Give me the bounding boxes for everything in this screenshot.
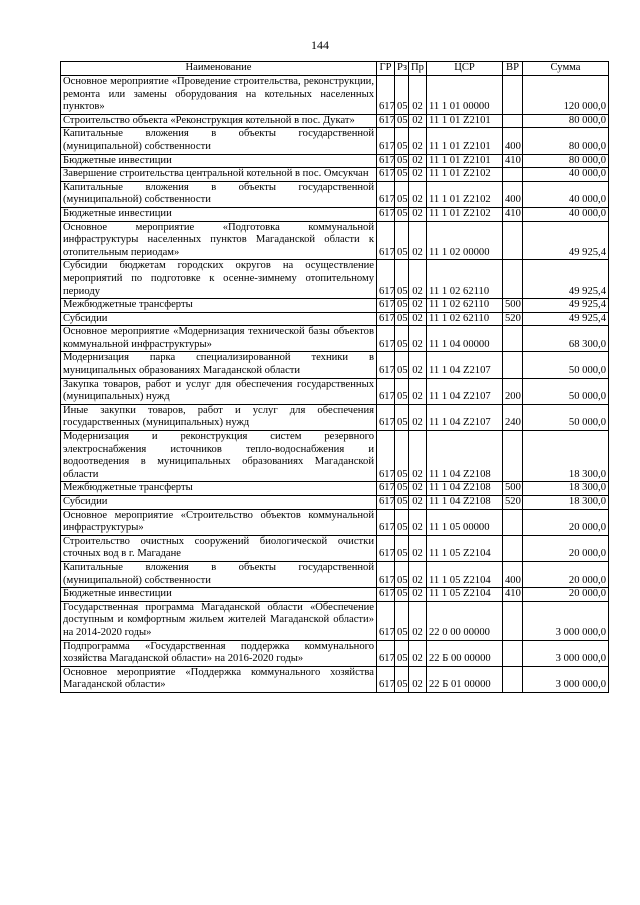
cell-name: Модернизация и реконструкция систем резервного электроснабжения источников тепло-водоснабжения и водоотведения в муниципальных образованиях Магаданской области bbox=[61, 431, 377, 482]
cell-sum: 18 300,0 bbox=[523, 431, 609, 482]
cell-gr: 617 bbox=[377, 588, 395, 602]
header-pr: Пр bbox=[409, 62, 427, 76]
cell-rz: 05 bbox=[395, 312, 409, 326]
cell-csr: 11 1 02 62110 bbox=[427, 299, 503, 313]
cell-sum: 49 925,4 bbox=[523, 299, 609, 313]
cell-rz: 05 bbox=[395, 326, 409, 352]
cell-name: Основное мероприятие «Проведение строительства, реконструкции, ремонта или замены оборудования на котельных населенных пунктов» bbox=[61, 76, 377, 115]
cell-gr: 617 bbox=[377, 640, 395, 666]
cell-name: Основное мероприятие «Поддержка коммунального хозяйства Магаданской области» bbox=[61, 666, 377, 692]
cell-rz: 05 bbox=[395, 299, 409, 313]
cell-vr bbox=[503, 352, 523, 378]
cell-pr: 02 bbox=[409, 260, 427, 299]
table-row bbox=[61, 482, 609, 496]
cell-rz: 05 bbox=[395, 496, 409, 510]
cell-gr: 617 bbox=[377, 76, 395, 115]
cell-rz: 05 bbox=[395, 352, 409, 378]
cell-name: Субсидии bbox=[61, 312, 377, 326]
cell-vr bbox=[503, 535, 523, 561]
cell-name: Завершение строительства центральной котельной в пос. Омсукчан bbox=[61, 168, 377, 182]
cell-gr: 617 bbox=[377, 482, 395, 496]
header-name: Наименование bbox=[61, 62, 377, 76]
table-row bbox=[61, 666, 609, 692]
cell-gr: 617 bbox=[377, 260, 395, 299]
cell-pr: 02 bbox=[409, 326, 427, 352]
cell-vr: 400 bbox=[503, 128, 523, 154]
cell-gr: 617 bbox=[377, 312, 395, 326]
cell-pr: 02 bbox=[409, 181, 427, 207]
cell-vr: 520 bbox=[503, 496, 523, 510]
cell-name: Бюджетные инвестиции bbox=[61, 207, 377, 221]
cell-pr: 02 bbox=[409, 482, 427, 496]
cell-csr: 11 1 02 62110 bbox=[427, 312, 503, 326]
cell-gr: 617 bbox=[377, 666, 395, 692]
table-row bbox=[61, 326, 609, 352]
cell-name: Капитальные вложения в объекты государственной (муниципальной) собственности bbox=[61, 181, 377, 207]
header-rz: Рз bbox=[395, 62, 409, 76]
cell-gr: 617 bbox=[377, 221, 395, 260]
table-row bbox=[61, 299, 609, 313]
cell-pr: 02 bbox=[409, 404, 427, 430]
cell-vr bbox=[503, 640, 523, 666]
cell-rz: 05 bbox=[395, 260, 409, 299]
table-row bbox=[61, 312, 609, 326]
cell-rz: 05 bbox=[395, 431, 409, 482]
cell-vr bbox=[503, 114, 523, 128]
table-row bbox=[61, 260, 609, 299]
cell-pr: 02 bbox=[409, 221, 427, 260]
cell-gr: 617 bbox=[377, 535, 395, 561]
cell-rz: 05 bbox=[395, 509, 409, 535]
cell-gr: 617 bbox=[377, 128, 395, 154]
cell-sum: 50 000,0 bbox=[523, 378, 609, 404]
cell-pr: 02 bbox=[409, 207, 427, 221]
cell-name: Подпрограмма «Государственная поддержка коммунального хозяйства Магаданской области» на 2016-2020 годы» bbox=[61, 640, 377, 666]
table-header bbox=[61, 62, 609, 76]
cell-sum: 80 000,0 bbox=[523, 128, 609, 154]
cell-csr: 11 1 01 Z2101 bbox=[427, 114, 503, 128]
cell-name: Субсидии бюджетам городских округов на осуществление мероприятий по подготовке к осенне-зимнему отопительному периоду bbox=[61, 260, 377, 299]
header-gr: ГР bbox=[377, 62, 395, 76]
cell-gr: 617 bbox=[377, 352, 395, 378]
cell-vr: 400 bbox=[503, 181, 523, 207]
cell-gr: 617 bbox=[377, 404, 395, 430]
cell-pr: 02 bbox=[409, 535, 427, 561]
cell-rz: 05 bbox=[395, 154, 409, 168]
cell-name: Основное мероприятие «Модернизация технической базы объектов коммунальной инфраструктуры» bbox=[61, 326, 377, 352]
cell-vr: 410 bbox=[503, 588, 523, 602]
cell-pr: 02 bbox=[409, 128, 427, 154]
cell-name: Капитальные вложения в объекты государственной (муниципальной) собственности bbox=[61, 128, 377, 154]
cell-gr: 617 bbox=[377, 154, 395, 168]
cell-pr: 02 bbox=[409, 509, 427, 535]
table-row bbox=[61, 181, 609, 207]
cell-sum: 20 000,0 bbox=[523, 588, 609, 602]
cell-rz: 05 bbox=[395, 168, 409, 182]
cell-csr: 11 1 05 Z2104 bbox=[427, 588, 503, 602]
cell-csr: 11 1 01 Z2102 bbox=[427, 181, 503, 207]
cell-csr: 11 1 05 Z2104 bbox=[427, 561, 503, 587]
cell-sum: 50 000,0 bbox=[523, 352, 609, 378]
table-row bbox=[61, 378, 609, 404]
cell-sum: 20 000,0 bbox=[523, 535, 609, 561]
cell-csr: 11 1 04 Z2108 bbox=[427, 482, 503, 496]
page-number: 144 bbox=[311, 38, 329, 52]
cell-name: Основное мероприятие «Подготовка коммунальной инфраструктуры населенных пунктов Магаданской области к отопительным периодам» bbox=[61, 221, 377, 260]
cell-csr: 11 1 02 62110 bbox=[427, 260, 503, 299]
cell-csr: 22 Б 00 00000 bbox=[427, 640, 503, 666]
cell-sum: 18 300,0 bbox=[523, 482, 609, 496]
cell-vr bbox=[503, 509, 523, 535]
cell-rz: 05 bbox=[395, 666, 409, 692]
cell-vr bbox=[503, 601, 523, 640]
cell-gr: 617 bbox=[377, 509, 395, 535]
cell-csr: 11 1 04 Z2108 bbox=[427, 431, 503, 482]
cell-sum: 68 300,0 bbox=[523, 326, 609, 352]
cell-pr: 02 bbox=[409, 640, 427, 666]
cell-pr: 02 bbox=[409, 378, 427, 404]
cell-name: Строительство очистных сооружений биологической очистки сточных вод в г. Магадане bbox=[61, 535, 377, 561]
cell-rz: 05 bbox=[395, 588, 409, 602]
cell-vr: 410 bbox=[503, 154, 523, 168]
header-row bbox=[61, 62, 609, 76]
header-vr: ВР bbox=[503, 62, 523, 76]
table-row bbox=[61, 352, 609, 378]
cell-vr: 200 bbox=[503, 378, 523, 404]
cell-gr: 617 bbox=[377, 299, 395, 313]
cell-sum: 3 000 000,0 bbox=[523, 666, 609, 692]
cell-csr: 11 1 05 00000 bbox=[427, 509, 503, 535]
cell-pr: 02 bbox=[409, 561, 427, 587]
cell-rz: 05 bbox=[395, 128, 409, 154]
cell-vr bbox=[503, 431, 523, 482]
cell-rz: 05 bbox=[395, 404, 409, 430]
cell-sum: 3 000 000,0 bbox=[523, 601, 609, 640]
table-row bbox=[61, 640, 609, 666]
cell-vr: 520 bbox=[503, 312, 523, 326]
table-row bbox=[61, 154, 609, 168]
cell-sum: 50 000,0 bbox=[523, 404, 609, 430]
cell-csr: 22 0 00 00000 bbox=[427, 601, 503, 640]
header-csr: ЦСР bbox=[427, 62, 503, 76]
cell-rz: 05 bbox=[395, 207, 409, 221]
cell-pr: 02 bbox=[409, 114, 427, 128]
cell-rz: 05 bbox=[395, 114, 409, 128]
cell-csr: 11 1 02 00000 bbox=[427, 221, 503, 260]
cell-gr: 617 bbox=[377, 378, 395, 404]
cell-name: Модернизация парка специализированной техники в муниципальных образованиях Магаданской области bbox=[61, 352, 377, 378]
cell-sum: 40 000,0 bbox=[523, 207, 609, 221]
cell-gr: 617 bbox=[377, 326, 395, 352]
cell-pr: 02 bbox=[409, 168, 427, 182]
cell-pr: 02 bbox=[409, 496, 427, 510]
cell-gr: 617 bbox=[377, 601, 395, 640]
cell-sum: 20 000,0 bbox=[523, 509, 609, 535]
table-row bbox=[61, 601, 609, 640]
cell-name: Межбюджетные трансферты bbox=[61, 482, 377, 496]
table-row bbox=[61, 561, 609, 587]
cell-csr: 11 1 04 Z2107 bbox=[427, 404, 503, 430]
cell-gr: 617 bbox=[377, 496, 395, 510]
cell-vr: 400 bbox=[503, 561, 523, 587]
cell-pr: 02 bbox=[409, 299, 427, 313]
cell-vr: 500 bbox=[503, 482, 523, 496]
cell-name: Бюджетные инвестиции bbox=[61, 154, 377, 168]
cell-vr bbox=[503, 168, 523, 182]
cell-vr: 240 bbox=[503, 404, 523, 430]
cell-csr: 11 1 04 00000 bbox=[427, 326, 503, 352]
cell-vr: 500 bbox=[503, 299, 523, 313]
table-row bbox=[61, 168, 609, 182]
cell-name: Государственная программа Магаданской области «Обеспечение доступным и комфортным жильем жителей Магаданской области» на 2014-2020 годы» bbox=[61, 601, 377, 640]
cell-vr bbox=[503, 666, 523, 692]
cell-sum: 80 000,0 bbox=[523, 154, 609, 168]
cell-sum: 20 000,0 bbox=[523, 561, 609, 587]
header-sum: Сумма bbox=[523, 62, 609, 76]
cell-csr: 11 1 01 00000 bbox=[427, 76, 503, 115]
cell-sum: 80 000,0 bbox=[523, 114, 609, 128]
cell-csr: 11 1 04 Z2107 bbox=[427, 378, 503, 404]
cell-sum: 18 300,0 bbox=[523, 496, 609, 510]
cell-vr bbox=[503, 76, 523, 115]
cell-rz: 05 bbox=[395, 482, 409, 496]
cell-pr: 02 bbox=[409, 76, 427, 115]
table-row bbox=[61, 114, 609, 128]
table-row bbox=[61, 207, 609, 221]
cell-pr: 02 bbox=[409, 431, 427, 482]
cell-sum: 120 000,0 bbox=[523, 76, 609, 115]
cell-vr: 410 bbox=[503, 207, 523, 221]
budget-table bbox=[60, 61, 609, 693]
cell-csr: 22 Б 01 00000 bbox=[427, 666, 503, 692]
table-row bbox=[61, 404, 609, 430]
cell-csr: 11 1 05 Z2104 bbox=[427, 535, 503, 561]
cell-csr: 11 1 01 Z2102 bbox=[427, 207, 503, 221]
cell-sum: 40 000,0 bbox=[523, 181, 609, 207]
cell-csr: 11 1 01 Z2102 bbox=[427, 168, 503, 182]
cell-name: Бюджетные инвестиции bbox=[61, 588, 377, 602]
cell-vr bbox=[503, 326, 523, 352]
cell-csr: 11 1 04 Z2108 bbox=[427, 496, 503, 510]
cell-csr: 11 1 04 Z2107 bbox=[427, 352, 503, 378]
cell-rz: 05 bbox=[395, 640, 409, 666]
cell-sum: 49 925,4 bbox=[523, 221, 609, 260]
cell-gr: 617 bbox=[377, 561, 395, 587]
cell-pr: 02 bbox=[409, 154, 427, 168]
cell-rz: 05 bbox=[395, 378, 409, 404]
cell-pr: 02 bbox=[409, 601, 427, 640]
cell-rz: 05 bbox=[395, 561, 409, 587]
cell-vr bbox=[503, 221, 523, 260]
cell-name: Межбюджетные трансферты bbox=[61, 299, 377, 313]
cell-name: Капитальные вложения в объекты государственной (муниципальной) собственности bbox=[61, 561, 377, 587]
table-row bbox=[61, 588, 609, 602]
cell-name: Иные закупки товаров, работ и услуг для обеспечения государственных (муниципальных) нужд bbox=[61, 404, 377, 430]
cell-gr: 617 bbox=[377, 207, 395, 221]
cell-pr: 02 bbox=[409, 588, 427, 602]
cell-name: Строительство объекта «Реконструкция котельной в пос. Дукат» bbox=[61, 114, 377, 128]
cell-sum: 40 000,0 bbox=[523, 168, 609, 182]
table-row bbox=[61, 128, 609, 154]
table-body bbox=[61, 76, 609, 693]
table-row bbox=[61, 535, 609, 561]
cell-sum: 49 925,4 bbox=[523, 260, 609, 299]
cell-rz: 05 bbox=[395, 535, 409, 561]
cell-rz: 05 bbox=[395, 601, 409, 640]
cell-gr: 617 bbox=[377, 181, 395, 207]
table-row bbox=[61, 431, 609, 482]
cell-pr: 02 bbox=[409, 312, 427, 326]
table-row bbox=[61, 496, 609, 510]
cell-pr: 02 bbox=[409, 352, 427, 378]
cell-rz: 05 bbox=[395, 221, 409, 260]
cell-sum: 49 925,4 bbox=[523, 312, 609, 326]
table-row bbox=[61, 76, 609, 115]
cell-vr bbox=[503, 260, 523, 299]
cell-sum: 3 000 000,0 bbox=[523, 640, 609, 666]
cell-gr: 617 bbox=[377, 168, 395, 182]
cell-rz: 05 bbox=[395, 76, 409, 115]
cell-csr: 11 1 01 Z2101 bbox=[427, 128, 503, 154]
table-row bbox=[61, 509, 609, 535]
cell-name: Закупка товаров, работ и услуг для обеспечения государственных (муниципальных) нужд bbox=[61, 378, 377, 404]
cell-rz: 05 bbox=[395, 181, 409, 207]
cell-pr: 02 bbox=[409, 666, 427, 692]
table-row bbox=[61, 221, 609, 260]
cell-gr: 617 bbox=[377, 431, 395, 482]
cell-gr: 617 bbox=[377, 114, 395, 128]
cell-name: Основное мероприятие «Строительство объектов коммунальной инфраструктуры» bbox=[61, 509, 377, 535]
cell-csr: 11 1 01 Z2101 bbox=[427, 154, 503, 168]
cell-name: Субсидии bbox=[61, 496, 377, 510]
